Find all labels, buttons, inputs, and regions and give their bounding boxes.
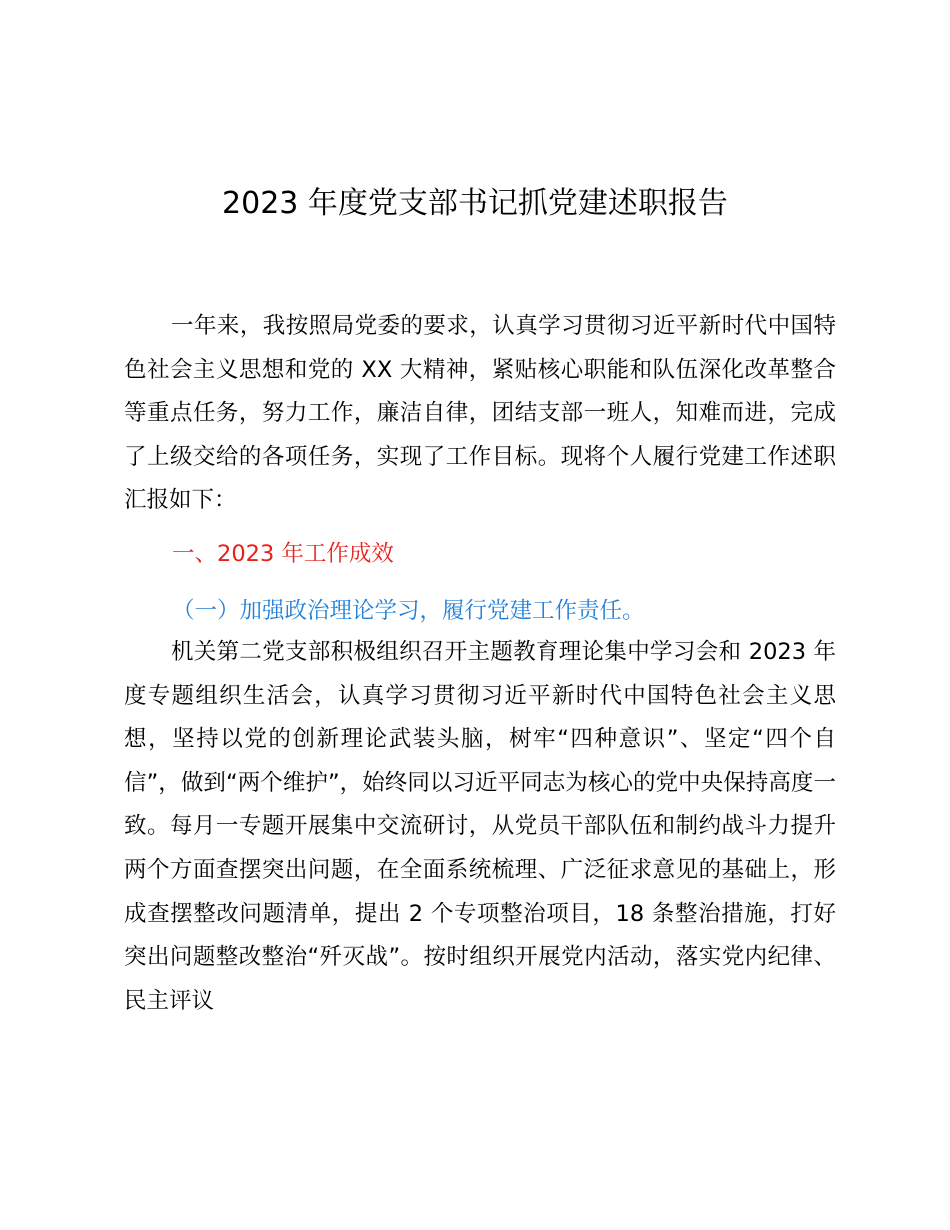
intro-paragraph: 一年来，我按照局党委的要求，认真学习贯彻习近平新时代中国特色社会主义思想和党的 XX 大精神，紧贴核心职能和队伍深化改革整合等重点任务，努力工作，廉洁自律，团结支部一班人，知难而进，完成了上级交给的各项任务，实现了工作目标。现将个人履行党建工作述职汇报如下： [124, 313, 836, 514]
body-paragraph: 机关第二党支部积极组织召开主题教育理论集中学习会和 2023 年度专题组织生活会，认真学习贯彻习近平新时代中国特色社会主义思想，坚持以党的创新理论武装头脑，树牢“四种意识”、坚定“四个自信”，做到“两个维护”，始终同以习近平同志为核心的党中央保持高度一致。每月一专题开展集中交流研讨，从党员干部队伍和制约战斗力提升两个方面查摆突出问题，在全面系统梳理、广泛征求意见的基础上，形成查摆整改问题清单，提出 2 个专项整治项目，18 条整治措施，打好突出问题整改整治“歼灭战”。按时组织开展党内活动，落实党内纪律、民主评议 [124, 639, 836, 1014]
section-heading: 一、2023 年工作成效 [172, 541, 394, 567]
subsection-heading: （一）加强政治理论学习，履行党建工作责任。 [172, 598, 645, 624]
document-title: 2023 年度党支部书记抓党建述职报告 [222, 186, 728, 221]
